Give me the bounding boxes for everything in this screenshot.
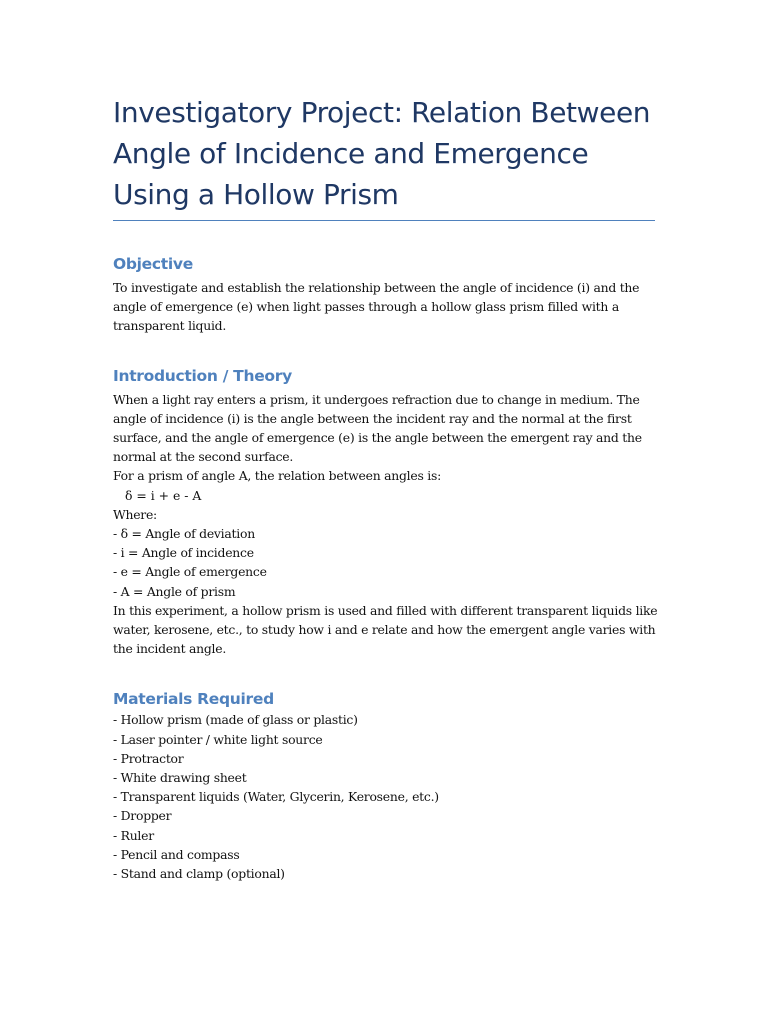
introduction-heading: Introduction / Theory (113, 366, 292, 385)
materials-section (113, 688, 658, 883)
deviation-formula: δ = i + e - A (125, 487, 202, 503)
objective-section (113, 253, 658, 336)
definition-item: - δ = Angle of deviation (113, 526, 255, 542)
objective-heading: Objective (113, 255, 193, 273)
material-item: - Stand and clamp (optional) (113, 866, 285, 882)
material-item: - Ruler (113, 827, 154, 843)
materials-list (113, 710, 658, 883)
definition-list (113, 524, 658, 601)
where-label: Where: (113, 506, 157, 522)
relation-intro: For a prism of angle A, the relation between angles is: (113, 468, 442, 484)
title-divider (113, 220, 655, 221)
definition-item: - i = Angle of incidence (113, 545, 254, 561)
material-item: - Laser pointer / white light source (113, 731, 323, 747)
material-item: - Protractor (113, 750, 184, 766)
material-item: - Pencil and compass (113, 846, 240, 862)
definition-item: - A = Angle of prism (113, 583, 236, 599)
introduction-paragraph: When a light ray enters a prism, it undergoes refraction due to change in medium. The angle of incidence (i) is the angle between the incident ray and the normal at the first surface, and the angle of emergence (e) is the angle between the emergent ray and the normal at the second surface. (113, 391, 642, 465)
document-page (113, 92, 658, 883)
material-item: - Hollow prism (made of glass or plastic) (113, 712, 358, 728)
introduction-closing: In this experiment, a hollow prism is used and filled with different transparent liquids like water, kerosene, etc., to study how i and e relate and how the emergent angle varies with the incident angle. (113, 602, 658, 657)
material-item: - Transparent liquids (Water, Glycerin, Kerosene, etc.) (113, 789, 439, 805)
material-item: - White drawing sheet (113, 770, 247, 786)
material-item: - Dropper (113, 808, 172, 824)
materials-heading: Materials Required (113, 690, 274, 709)
definition-item: - e = Angle of emergence (113, 564, 267, 580)
objective-text: To investigate and establish the relationship between the angle of incidence (i) and the angle of emergence (e) when light passes through a hollow glass prism filled with a transparent liquid. (113, 280, 640, 334)
introduction-section (113, 365, 658, 659)
document-title: Investigatory Project: Relation Between Angle of Incidence and Emergence Using a Hollow Prism (113, 96, 651, 211)
